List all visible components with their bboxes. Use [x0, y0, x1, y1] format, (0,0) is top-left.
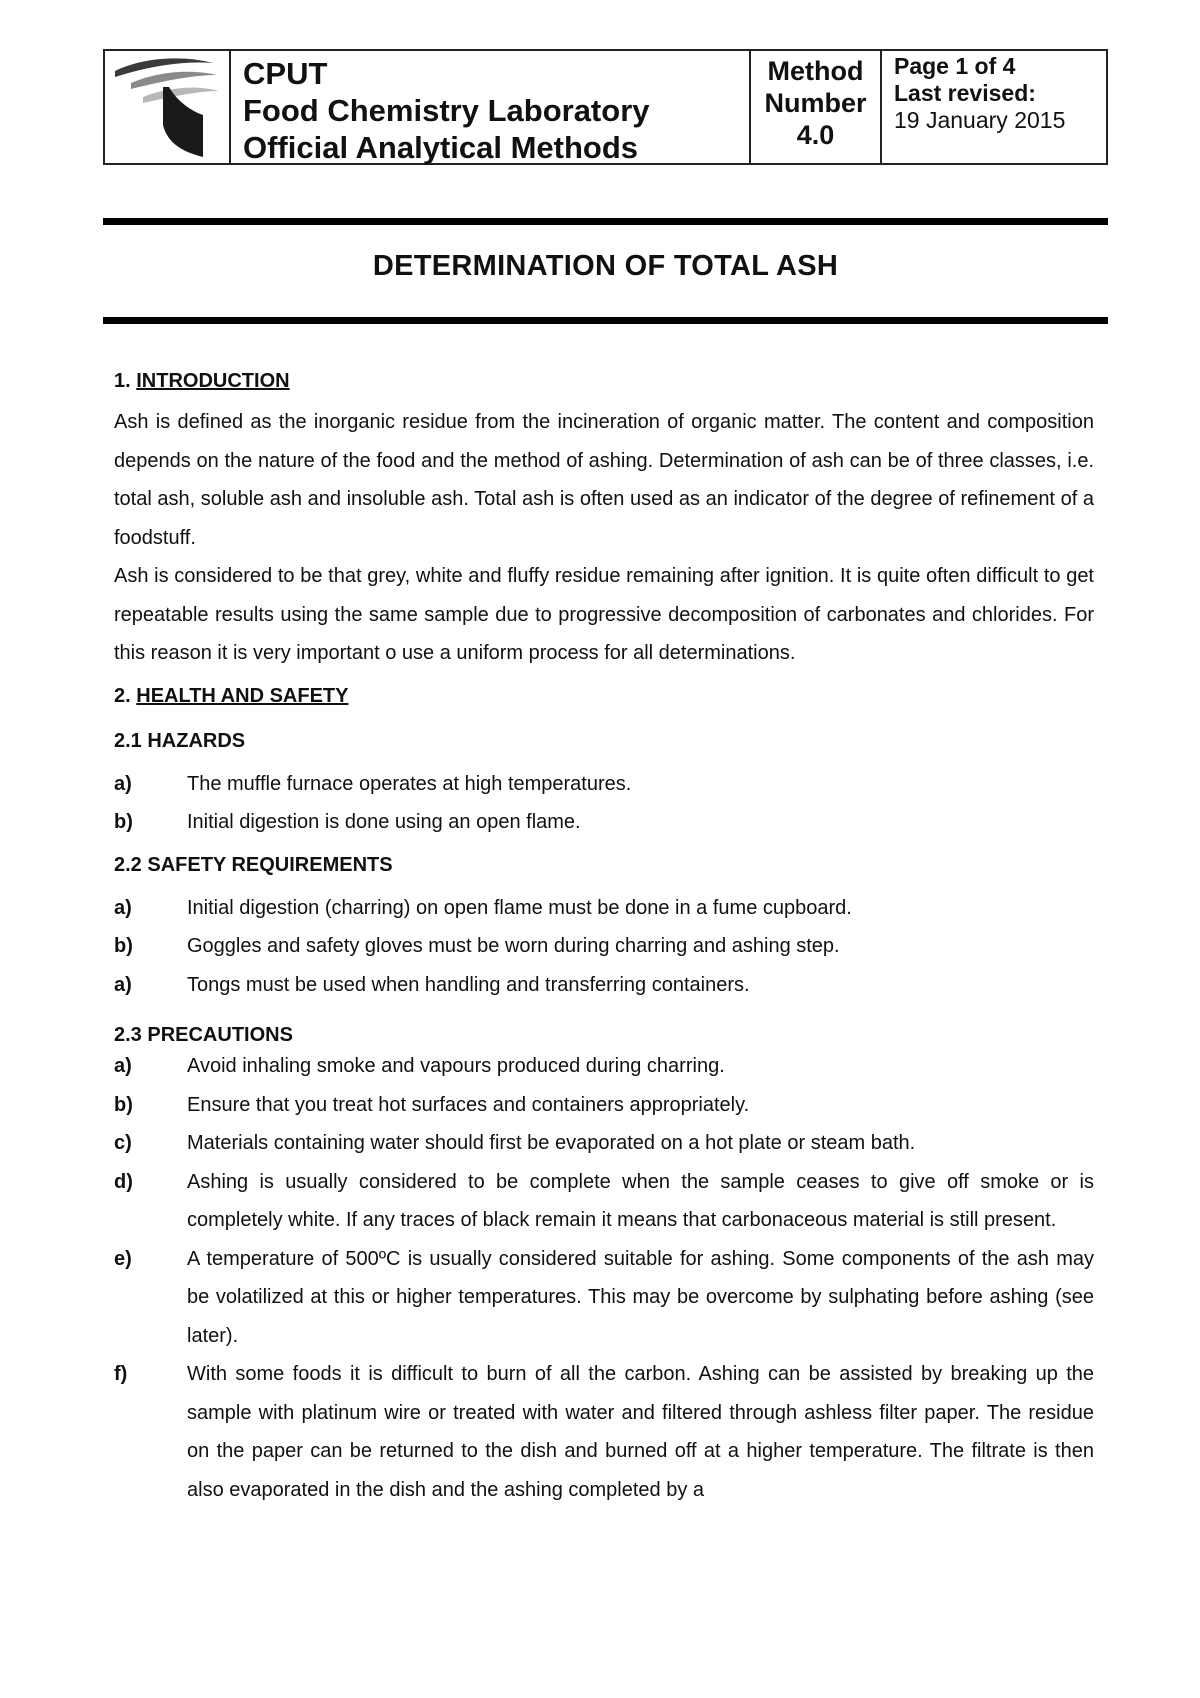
list-item-marker: e) — [114, 1247, 132, 1270]
section-heading-health-safety — [114, 685, 1094, 708]
hazards-list — [114, 765, 1094, 842]
safety-list — [114, 889, 1094, 1005]
org-name: CPUT — [243, 56, 328, 91]
precautions-list — [114, 1047, 1094, 1509]
list-item-text: The muffle furnace operates at high temperatures. — [187, 772, 632, 795]
section-number: 1. — [114, 370, 137, 392]
page-info-cell — [882, 51, 1106, 163]
method-number: 4.0 — [796, 120, 835, 150]
list-item — [114, 966, 1094, 1005]
list-item — [114, 927, 1094, 966]
methods-subtitle: Official Analytical Methods — [243, 130, 639, 165]
section-number: 2. — [114, 684, 137, 707]
document-body — [114, 370, 1094, 1509]
list-item — [114, 765, 1094, 804]
subsection-heading-precautions: 2.3 PRECAUTIONS — [114, 1024, 293, 1046]
list-item-text: Ensure that you treat hot surfaces and containers appropriately. — [187, 1093, 750, 1116]
list-item — [114, 1240, 1094, 1356]
subsection-heading-safety: 2.2 SAFETY REQUIREMENTS — [114, 853, 393, 876]
header-title-cell — [231, 51, 751, 163]
intro-paragraph-2: Ash is considered to be that grey, white and fluffy residue remaining after ignition. It is quite often difficult to get repeatable results using the same sample due to progressive decomposition of carbonates and chlorides. For this reason it is very important o use a uniform process for all determinations. — [114, 565, 1094, 664]
list-item — [114, 1124, 1094, 1163]
list-item-text: A temperature of 500ºC is usually considered suitable for ashing. Some components of the ash may be volatilized at this or higher temperatures. This may be overcome by sulphating before ashing (see later). — [187, 1247, 1094, 1347]
logo-cell — [105, 51, 231, 163]
title-top-rule — [103, 218, 1108, 225]
list-item-marker: c) — [114, 1132, 132, 1154]
method-label: Method — [767, 56, 864, 86]
list-item-text: Ashing is usually considered to be complete when the sample ceases to give off smoke or is completely white. If any traces of black remain it means that carbonaceous material is still present. — [187, 1170, 1094, 1231]
subsection-heading-hazards: 2.1 HAZARDS — [114, 729, 246, 752]
list-item-text: With some foods it is difficult to burn of all the carbon. Ashing can be assisted by breaking up the sample with platinum wire or treated with water and filtered through ashless filter paper. The residue on the paper can be returned to the dish and burned off at a higher temperature. The filtrate is then also evaporated in the dish and the ashing completed by a — [187, 1363, 1094, 1501]
list-item-marker: f) — [114, 1363, 128, 1385]
section-title: INTRODUCTION — [136, 370, 290, 392]
list-item-text: Avoid inhaling smoke and vapours produced during charring. — [187, 1055, 725, 1077]
document-title: DETERMINATION OF TOTAL ASH — [372, 250, 839, 282]
list-item-marker: a) — [114, 1055, 132, 1077]
section-title: HEALTH AND SAFETY — [136, 684, 349, 707]
list-item — [114, 1047, 1094, 1086]
revised-label: Last revised: — [894, 80, 1036, 106]
revised-date: 19 January 2015 — [894, 107, 1066, 133]
section-heading-introduction — [114, 370, 1094, 393]
list-item — [114, 1086, 1094, 1125]
number-label: Number — [764, 88, 867, 118]
list-item — [114, 803, 1094, 842]
intro-paragraph-1: Ash is defined as the inorganic residue from the incineration of organic matter. The content and composition depends on the nature of the food and the method of ashing. Determination of ash can be of three classes, i.e. total ash, soluble ash and insoluble ash. Total ash is often used as an indicator of the degree of refinement of a foodstuff. — [114, 411, 1094, 549]
list-item-marker: b) — [114, 811, 133, 833]
list-item-text: Tongs must be used when handling and transferring containers. — [187, 973, 750, 996]
list-item-text: Materials containing water should first be evaporated on a hot plate or steam bath. — [187, 1132, 916, 1154]
list-item-marker: b) — [114, 1093, 133, 1116]
list-item-marker: d) — [114, 1170, 133, 1193]
list-item-text: Initial digestion is done using an open flame. — [187, 811, 581, 833]
lab-name: Food Chemistry Laboratory — [243, 93, 650, 128]
list-item — [114, 1355, 1094, 1509]
page-number: Page 1 of 4 — [894, 53, 1016, 79]
cput-logo-icon — [113, 53, 223, 163]
list-item-marker: a) — [114, 973, 132, 996]
document-header — [103, 49, 1108, 165]
list-item-marker: a) — [114, 772, 132, 795]
list-item-marker: a) — [114, 896, 132, 919]
list-item — [114, 1163, 1094, 1240]
list-item-text: Initial digestion (charring) on open flame must be done in a fume cupboard. — [187, 896, 852, 919]
list-item — [114, 889, 1094, 928]
list-item-marker: b) — [114, 935, 133, 957]
title-bottom-rule — [103, 317, 1108, 324]
list-item-text: Goggles and safety gloves must be worn during charring and ashing step. — [187, 935, 840, 957]
method-number-cell — [751, 51, 882, 163]
